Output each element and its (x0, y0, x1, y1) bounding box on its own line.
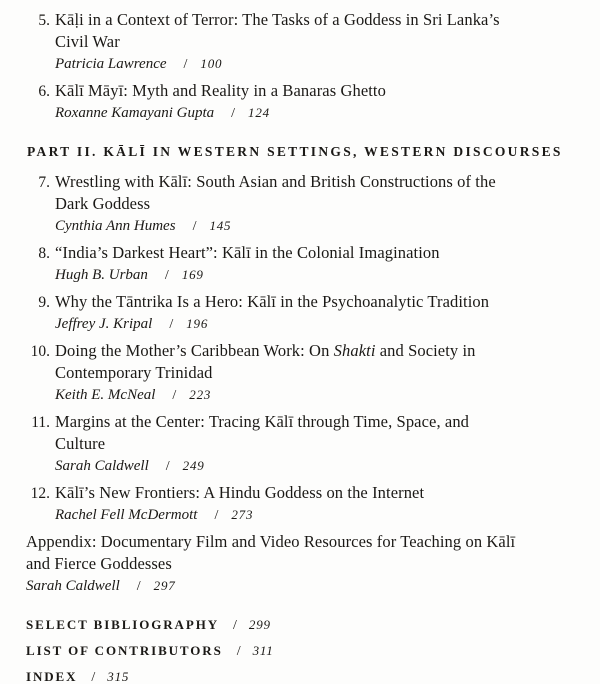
chapter-number: 9. (38, 294, 50, 311)
chapter-number: 12. (30, 485, 50, 502)
toc-entry-chapter-8 (26, 242, 592, 286)
page-separator: / (165, 459, 170, 474)
page-number: 145 (209, 218, 232, 233)
page-separator: / (192, 219, 197, 234)
page-separator: / (91, 670, 96, 684)
chapter-number: 11. (31, 414, 50, 431)
chapter-number: 6. (38, 83, 50, 100)
page-number: 169 (181, 267, 204, 282)
toc-entry-chapter-5 (26, 9, 592, 75)
back-matter-row-bibliography (26, 612, 592, 638)
chapter-title-line: Wrestling with Kālī: South Asian and British Constructions of the (55, 172, 496, 191)
back-matter-label: LIST OF CONTRIBUTORS (26, 643, 223, 658)
chapter-number: 10. (30, 343, 50, 360)
page-number: 315 (107, 669, 130, 684)
page-separator: / (136, 579, 141, 594)
toc-entry-chapter-11 (26, 411, 592, 477)
page-separator: / (183, 57, 188, 72)
author-line (55, 215, 592, 237)
page-number: 223 (189, 387, 212, 402)
author-line (55, 384, 592, 406)
chapter-title-line: Dark Goddess (55, 194, 151, 213)
chapter-author: Hugh B. Urban (55, 267, 148, 283)
page-separator: / (169, 317, 174, 332)
chapter-author: Jeffrey J. Kripal (55, 316, 153, 332)
back-matter-section (26, 612, 592, 684)
chapter-number: 8. (38, 245, 50, 262)
page-number: 297 (153, 578, 176, 593)
author-line (26, 575, 592, 597)
chapter-title-line: Kālī Māyī: Myth and Reality in a Banaras Ghetto (55, 81, 386, 100)
entry-body (55, 242, 592, 286)
appendix-author: Sarah Caldwell (26, 578, 120, 594)
chapter-number: 5. (38, 12, 50, 29)
page-number: 311 (252, 643, 274, 658)
chapter-number: 7. (38, 174, 50, 191)
chapter-title-line (55, 340, 592, 362)
entry-body (55, 9, 592, 75)
author-line (55, 504, 592, 526)
part-heading: PART II. KĀLĪ IN WESTERN SETTINGS, WESTERN DISCOURSES (27, 144, 563, 159)
chapter-author: Sarah Caldwell (55, 458, 149, 474)
toc-entry-chapter-7 (26, 171, 592, 237)
author-line (55, 102, 592, 124)
page-separator: / (164, 268, 169, 283)
entry-body (55, 80, 592, 124)
entry-body (55, 482, 592, 526)
toc-entry-chapter-10 (26, 340, 592, 406)
page-number: 100 (200, 56, 223, 71)
title-text: and Society in (375, 341, 476, 360)
chapter-author: Keith E. McNeal (55, 387, 156, 403)
entry-body (55, 340, 592, 406)
page-number: 249 (182, 458, 205, 473)
title-italic-term: Shakti (333, 341, 376, 360)
chapter-title-line: Culture (55, 434, 106, 453)
back-matter-label: SELECT BIBLIOGRAPHY (26, 617, 219, 632)
entry-body (55, 171, 592, 237)
toc-entry-appendix (26, 531, 592, 597)
appendix-title-line: Appendix: Documentary Film and Video Resources for Teaching on Kālī (26, 532, 516, 551)
page-separator: / (172, 388, 177, 403)
back-matter-label: INDEX (26, 669, 78, 684)
page-number: 124 (248, 105, 270, 120)
chapter-author: Cynthia Ann Humes (55, 218, 176, 234)
back-matter-row-index (26, 664, 592, 684)
author-line (55, 455, 592, 477)
chapter-title-line: Contemporary Trinidad (55, 363, 213, 382)
page-separator: / (233, 618, 237, 633)
toc-entry-chapter-6 (26, 80, 592, 124)
page-separator: / (236, 644, 241, 659)
chapter-title-line: Civil War (55, 32, 120, 51)
page-separator: / (214, 508, 219, 523)
author-line (55, 313, 592, 335)
page-number: 299 (248, 617, 271, 632)
author-line (55, 53, 592, 75)
entry-body (55, 411, 592, 477)
back-matter-row-contributors (26, 638, 592, 664)
title-text: Doing the Mother’s Caribbean Work: On (55, 341, 334, 360)
chapter-title-line: Why the Tāntrika Is a Hero: Kālī in the Psychoanalytic Tradition (55, 292, 490, 311)
entry-body (55, 291, 592, 335)
chapter-title-line: Margins at the Center: Tracing Kālī through Time, Space, and (55, 412, 470, 431)
toc-entry-chapter-9 (26, 291, 592, 335)
page-separator: / (231, 106, 236, 121)
page-number: 273 (231, 507, 254, 522)
chapter-author: Rachel Fell McDermott (55, 507, 198, 523)
toc-entry-chapter-12 (26, 482, 592, 526)
author-line (55, 264, 592, 286)
chapter-title-line: “India’s Darkest Heart”: Kālī in the Colonial Imagination (55, 243, 440, 262)
appendix-title-line: and Fierce Goddesses (26, 554, 172, 573)
chapter-author: Patricia Lawrence (55, 56, 167, 72)
chapter-title-line: Kālī’s New Frontiers: A Hindu Goddess on the Internet (55, 483, 425, 502)
page-number: 196 (186, 316, 209, 331)
chapter-title-line: Kāḷi in a Context of Terror: The Tasks of a Goddess in Sri Lanka’s (55, 10, 500, 29)
chapter-author: Roxanne Kamayani Gupta (55, 105, 215, 121)
